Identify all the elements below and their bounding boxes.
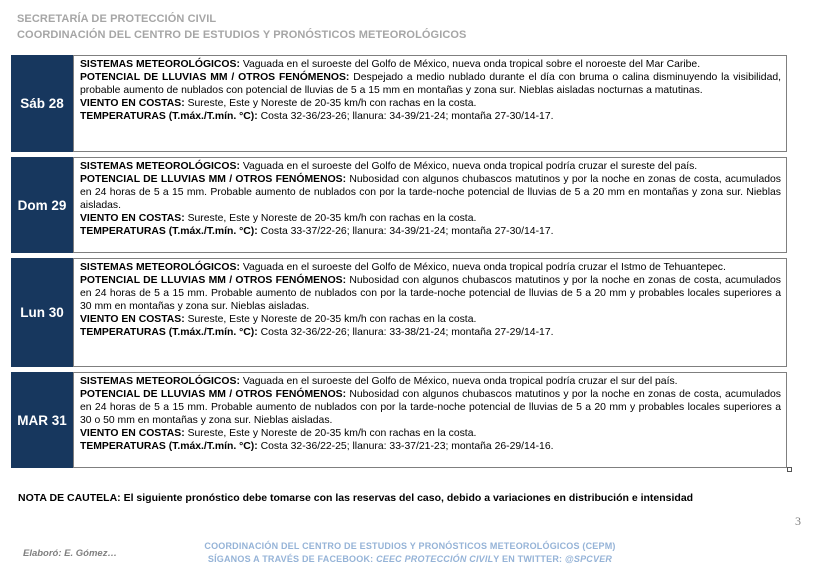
forecast-table (11, 54, 787, 472)
twitter-link[interactable]: @SPCVER (564, 554, 613, 564)
potencial-text: Despejado a medio nublado durante el día con bruma o calina disminuyendo la visibilidad, probable aumento de nublados con potencial de lluvias de 5 a 15 mm en montañas y zona sur. Nieblas aisladas nocturnas a matutinas. (80, 72, 782, 96)
sistemas-label: SISTEMAS METEOROLÓGICOS (80, 376, 237, 387)
temperaturas-text: Costa 33-37/22-26; llanura: 34-39/21-24; montaña 27-30/14-17. (260, 226, 554, 237)
facebook-link[interactable]: CEEC PROTECCIÓN CIVIL (376, 554, 494, 564)
author-credit: Elaboró: E. Gómez… (23, 548, 117, 559)
sistemas-label: SISTEMAS METEOROLÓGICOS (80, 262, 237, 273)
potencial-text: Nubosidad con algunos chubascos matutinos y por la noche en zonas de costa, acumulados en 24 horas de 5 a 15 mm. Probable aumento de nublados con por la tarde-noche potencial de lluvias de 5 a 20 mm y probables locales superiores a 30 o 50 mm en montañas y zona sur. Nieblas aisladas. (80, 389, 781, 426)
sistemas-label: SISTEMAS METEOROLÓGICOS (80, 59, 237, 70)
temperaturas-label: TEMPERATURAS (T.máx./T.mín. °C): (80, 441, 258, 452)
viento-text: Sureste, Este y Noreste de 20-35 km/h con rachas en la costa. (187, 213, 477, 224)
viento-label: VIENTO EN COSTAS: (80, 428, 185, 439)
forecast-row (11, 257, 787, 368)
viento-label: VIENTO EN COSTAS: (80, 213, 185, 224)
viento-label: VIENTO EN COSTAS: (80, 98, 185, 109)
table-resize-handle[interactable] (787, 467, 792, 472)
sistemas-text: Vaguada en el suroeste del Golfo de México, nueva onda tropical podría cruzar el sureste del país. (242, 161, 698, 172)
forecast-row (11, 371, 787, 469)
viento-text: Sureste, Este y Noreste de 20-35 km/h con rachas en la costa. (187, 98, 477, 109)
sistemas-label: SISTEMAS METEOROLÓGICOS (80, 161, 237, 172)
forecast-details: SISTEMAS METEOROLÓGICOS: Vaguada en el suroeste del Golfo de México, nueva onda tropical podría cruzar el sureste del país. POTENCIAL DE LLUVIAS MM / OTROS FENÓMENOS: Nubosidad con algunos chubascos matutinos y por la noche en zonas de costa, acumulados en 24 horas de 5 a 15 mm. Probable aumento de nublados con por la tarde-noche potencial de lluvias de 5 a 20 mm en montañas y zona sur. Nieblas aisladas. VIENTO EN COSTAS: Sureste, Este y Noreste de 20-35 km/h con rachas en la costa. TEMPERATURAS (T.máx./T.mín. °C): Costa 33-37/22-26; llanura: 34-39/21-24; montaña 27-30/14-17. (73, 157, 787, 253)
sistemas-text: Vaguada en el suroeste del Golfo de México, nueva onda tropical podría cruzar el sur del país. (242, 376, 678, 387)
footer-social-mid: Y EN TWITTER: (493, 554, 565, 564)
day-cell: Dom 29 (11, 157, 73, 253)
header-agency: SECRETARÍA DE PROTECCIÓN CIVIL (17, 13, 217, 25)
viento-label: VIENTO EN COSTAS: (80, 314, 185, 325)
footer-social-prefix: SÍGANOS A TRAVÉS DE FACEBOOK: (207, 554, 377, 564)
forecast-row (11, 54, 787, 153)
temperaturas-label: TEMPERATURAS (T.máx./T.mín. °C): (80, 327, 258, 338)
temperaturas-text: Costa 32-36/23-26; llanura: 34-39/21-24; montaña 27-30/14-17. (260, 111, 554, 122)
potencial-text: Nubosidad con algunos chubascos matutinos y por la noche en zonas de costa, acumulados en 24 horas de 5 a 15 mm. Probable aumento de nublados con por la tarde-noche potencial de lluvias de 5 a 20 mm y probables locales superiores a 30 mm en montañas y zona sur. Nieblas aisladas. (80, 275, 781, 312)
potencial-label: POTENCIAL DE LLUVIAS MM / OTROS FENÓMENOS: (80, 275, 347, 286)
sistemas-text: Vaguada en el suroeste del Golfo de México, nueva onda tropical podría cruzar el Istmo de Tehuantepec. (242, 262, 726, 273)
day-cell: Sáb 28 (11, 55, 73, 152)
page-number: 3 (795, 514, 801, 528)
sistemas-text: Vaguada en el suroeste del Golfo de México, nueva onda tropical sobre el noroeste del Mar Caribe. (242, 59, 701, 70)
potencial-label: POTENCIAL DE LLUVIAS MM / OTROS FENÓMENOS: (80, 174, 347, 185)
forecast-details: SISTEMAS METEOROLÓGICOS: Vaguada en el suroeste del Golfo de México, nueva onda tropical podría cruzar el Istmo de Tehuantepec. POTENCIAL DE LLUVIAS MM / OTROS FENÓMENOS: Nubosidad con algunos chubascos matutinos y por la noche en zonas de costa, acumulados en 24 horas de 5 a 15 mm. Probable aumento de nublados con por la tarde-noche potencial de lluvias de 5 a 20 mm y probables locales superiores a 30 mm en montañas y zona sur. Nieblas aisladas. VIENTO EN COSTAS: Sureste, Este y Noreste de 20-35 km/h con rachas en la costa. TEMPERATURAS (T.máx./T.mín. °C): Costa 32-36/22-26; llanura: 33-38/21-24; montaña 27-29/14-17. (73, 258, 787, 367)
forecast-details: SISTEMAS METEOROLÓGICOS: Vaguada en el suroeste del Golfo de México, nueva onda tropical podría cruzar el sur del país. POTENCIAL DE LLUVIAS MM / OTROS FENÓMENOS: Nubosidad con algunos chubascos matutinos y por la noche en zonas de costa, acumulados en 24 horas de 5 a 15 mm. Probable aumento de nublados con por la tarde-noche potencial de lluvias de 5 a 20 mm y probables locales superiores a 30 o 50 mm en montañas y zona sur. Nieblas aisladas. VIENTO EN COSTAS: Sureste, Este y Noreste de 20-35 km/h con rachas en la costa. TEMPERATURAS (T.máx./T.mín. °C): Costa 32-36/22-25; llanura: 33-37/21-23; montaña 26-29/14-16. (73, 372, 787, 468)
document-header (17, 11, 467, 43)
temperaturas-label: TEMPERATURAS (T.máx./T.mín. °C): (80, 226, 258, 237)
caution-note: NOTA DE CAUTELA: El siguiente pronóstico debe tomarse con las reservas del caso, debido a variaciones en distribución e intensidad (18, 492, 694, 504)
potencial-label: POTENCIAL DE LLUVIAS MM / OTROS FENÓMENOS: (80, 389, 347, 400)
viento-text: Sureste, Este y Noreste de 20-35 km/h con rachas en la costa. (187, 314, 477, 325)
forecast-row (11, 156, 787, 254)
day-cell: MAR 31 (11, 372, 73, 468)
potencial-text: Nubosidad con algunos chubascos matutinos y por la noche en zonas de costa, acumulados en 24 horas de 5 a 15 mm. Probable aumento de nublados con por la tarde-noche potencial de lluvias de 5 a 20 mm en montañas y zona sur. Nieblas aisladas. (80, 174, 781, 211)
footer-social (160, 553, 660, 566)
temperaturas-text: Costa 32-36/22-25; llanura: 33-37/21-23; montaña 26-29/14-16. (260, 441, 554, 452)
day-cell: Lun 30 (11, 258, 73, 367)
document-footer (160, 540, 660, 566)
potencial-label: POTENCIAL DE LLUVIAS MM / OTROS FENÓMENOS: (80, 72, 350, 83)
header-coordination: COORDINACIÓN DEL CENTRO DE ESTUDIOS Y PRONÓSTICOS METEOROLÓGICOS (17, 29, 467, 41)
temperaturas-label: TEMPERATURAS (T.máx./T.mín. °C): (80, 111, 258, 122)
footer-coordination: COORDINACIÓN DEL CENTRO DE ESTUDIOS Y PRONÓSTICOS METEOROLÓGICOS (CEPM) (204, 541, 616, 551)
viento-text: Sureste, Este y Noreste de 20-35 km/h con rachas en la costa. (187, 428, 477, 439)
forecast-details: SISTEMAS METEOROLÓGICOS: Vaguada en el suroeste del Golfo de México, nueva onda tropical sobre el noroeste del Mar Caribe. POTENCIAL DE LLUVIAS MM / OTROS FENÓMENOS: Despejado a medio nublado durante el día con bruma o calina disminuyendo la visibilidad, probable aumento de nublados con potencial de lluvias de 5 a 15 mm en montañas y zona sur. Nieblas aisladas nocturnas a matutinas. VIENTO EN COSTAS: Sureste, Este y Noreste de 20-35 km/h con rachas en la costa. TEMPERATURAS (T.máx./T.mín. °C): Costa 32-36/23-26; llanura: 34-39/21-24; montaña 27-30/14-17. (73, 55, 787, 152)
temperaturas-text: Costa 32-36/22-26; llanura: 33-38/21-24; montaña 27-29/14-17. (260, 327, 554, 338)
